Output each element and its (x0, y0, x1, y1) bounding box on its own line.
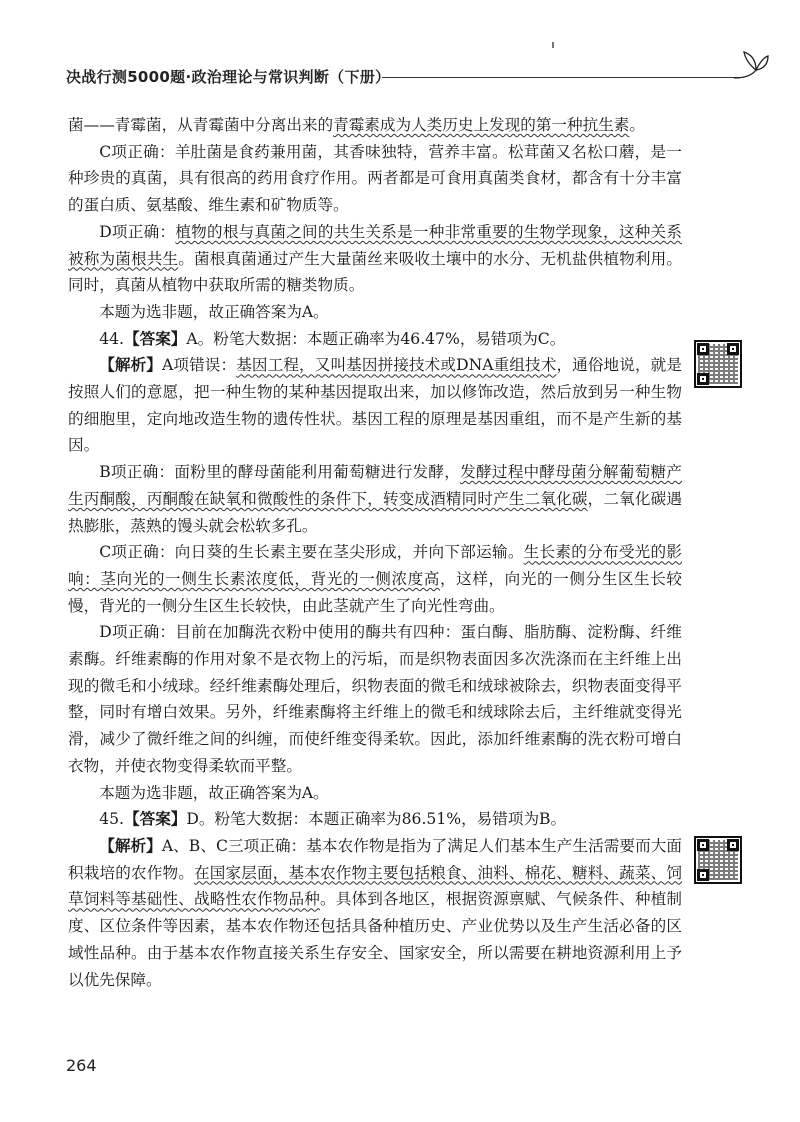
question-number: 45. (99, 810, 124, 829)
header-title: 决战行测5000题·政治理论与常识判断（下册） (66, 68, 391, 86)
paragraph-1 (68, 112, 682, 139)
qr-finder (697, 343, 709, 355)
answer-label: 【答案】 (124, 810, 187, 829)
paragraph-conclusion-43 (68, 299, 682, 326)
analysis-44-d (68, 619, 682, 779)
text-run: A项错误： (162, 356, 237, 375)
header-rule (382, 77, 742, 78)
qr-finder (697, 869, 709, 881)
text-run: ，二氧化碳遇热膨胀，蒸熟的馒头就会松软多孔。 (68, 489, 682, 535)
text-run: A。粉笔大数据：本题正确率为46.47%，易错项为C。 (186, 329, 566, 348)
paragraph-conclusion-44 (68, 780, 682, 807)
paragraph-option-c (68, 139, 682, 219)
text-run: D项正确： (99, 222, 176, 241)
stray-mark (552, 42, 554, 48)
running-header (66, 62, 766, 92)
text-run: 。 (629, 116, 646, 134)
text-run: D。粉笔大数据：本题正确率为86.51%，易错项为B。 (186, 810, 567, 829)
analysis-44-c (68, 539, 682, 619)
sprout-icon (730, 48, 770, 82)
analysis-44-a (68, 352, 682, 459)
qr-finder (697, 839, 709, 851)
analysis-label: 【解析】 (99, 836, 162, 855)
underlined-text: 青霉素成为人类历史上发现的第一种抗生素 (333, 116, 630, 134)
qr-code-icon[interactable] (694, 836, 742, 884)
qr-code-icon[interactable] (694, 340, 742, 388)
text-run: B项正确：面粉里的酵母菌能利用葡萄糖进行发酵， (99, 463, 461, 482)
text-run: C项正确：羊肚菌是食药兼用菌，其香味独特，营养丰富。松茸菌又名松口蘑，是一种珍贵的真菌，具有很高的药用食疗作用。两者都是可食用真菌类食材，都含有十分丰富的蛋白质、氨基酸、维生素和矿物质等。 (68, 142, 682, 215)
paragraph-option-d (68, 219, 682, 299)
text-run: ，通俗地说，就是按照人们的意愿，把一种生物的某种基因提取出来，加以修饰改造，然后放到另一种生物的细胞里，定向地改造生物的遗传性状。基因工程的原理是基因重组，而不是产生新的基因。 (68, 356, 682, 455)
question-number: 44. (99, 329, 124, 348)
text-run: 本题为选非题，故正确答案为A。 (99, 302, 329, 321)
qr-finder (727, 343, 739, 355)
underlined-text: 植物的根与真菌之间的共生关系是一种非常重要的生物学现象，这种关系被称为菌根共生 (68, 222, 682, 268)
page-number: 264 (66, 1056, 97, 1075)
text-run: A、B、C三项正确：基本农作物是指为了满足人们基本生产生活需要而大面积栽培的农作物。 (68, 836, 682, 882)
qr-finder (697, 373, 709, 385)
analysis-44-b (68, 459, 682, 539)
analysis-45 (68, 833, 682, 993)
underlined-text: 基因工程，又叫基因拼接技术或DNA重组技术 (236, 356, 557, 375)
text-run: C项正确：向日葵的生长素主要在茎尖形成，并向下部运输。 (99, 543, 524, 562)
underlined-text: 在国家层面，基本农作物主要包括粮食、油料、棉花、糖料、蔬菜、饲草饲料等基础性、战略性农作物品种 (68, 863, 682, 909)
analysis-label: 【解析】 (99, 356, 163, 375)
answer-44 (68, 326, 682, 353)
answer-45 (68, 806, 682, 833)
page-body (68, 112, 682, 993)
text-run: D项正确：目前在加酶洗衣粉中使用的酶共有四种：蛋白酶、脂肪酶、淀粉酶、纤维素酶。纤维素酶的作用对象不是衣物上的污垢，而是织物表面因多次洗涤而在主纤维上出现的微毛和小绒球。经纤维素酶处理后，织物表面的微毛和绒球被除去，织物表面变得平整，同时有增白效果。另外，纤维素酶将主纤维上的微毛和绒球除去后，主纤维就变得光滑，减少了微纤维之间的纠缠，而使纤维变得柔软。因此，添加纤维素酶的洗衣粉可增白衣物，并使衣物变得柔软而平整。 (68, 623, 682, 775)
text-run: 菌——青霉菌，从青霉菌中分离出来的 (68, 116, 334, 134)
text-run: 本题为选非题，故正确答案为A。 (99, 783, 329, 802)
text-run: 。具体到各地区，根据资源禀赋、气候条件、种植制度、区位条件等因素，基本农作物还包括具备种植历史、产业优势以及生产生活必备的区域性品种。由于基本农作物直接关系生存安全、国家安全，所以需要在耕地资源利用上予以优先保障。 (68, 890, 682, 989)
qr-finder (727, 839, 739, 851)
text-run: ，这样，向光的一侧分生区生长较慢，背光的一侧分生区生长较快，由此茎就产生了向光性弯曲。 (68, 569, 682, 615)
underlined-text: 生长素的分布受光的影响：茎向光的一侧生长素浓度低，背光的一侧浓度高 (68, 543, 682, 588)
text-run: 。菌根真菌通过产生大量菌丝来吸收土壤中的水分、无机盐供植物利用。同时，真菌从植物中获取所需的糖类物质。 (68, 249, 682, 295)
underlined-text: 发酵过程中酵母菌分解葡萄糖产生丙酮酸，丙酮酸在缺氧和微酸性的条件下，转变成酒精同时产生二氧化碳 (68, 463, 682, 508)
answer-label: 【答案】 (124, 329, 187, 348)
